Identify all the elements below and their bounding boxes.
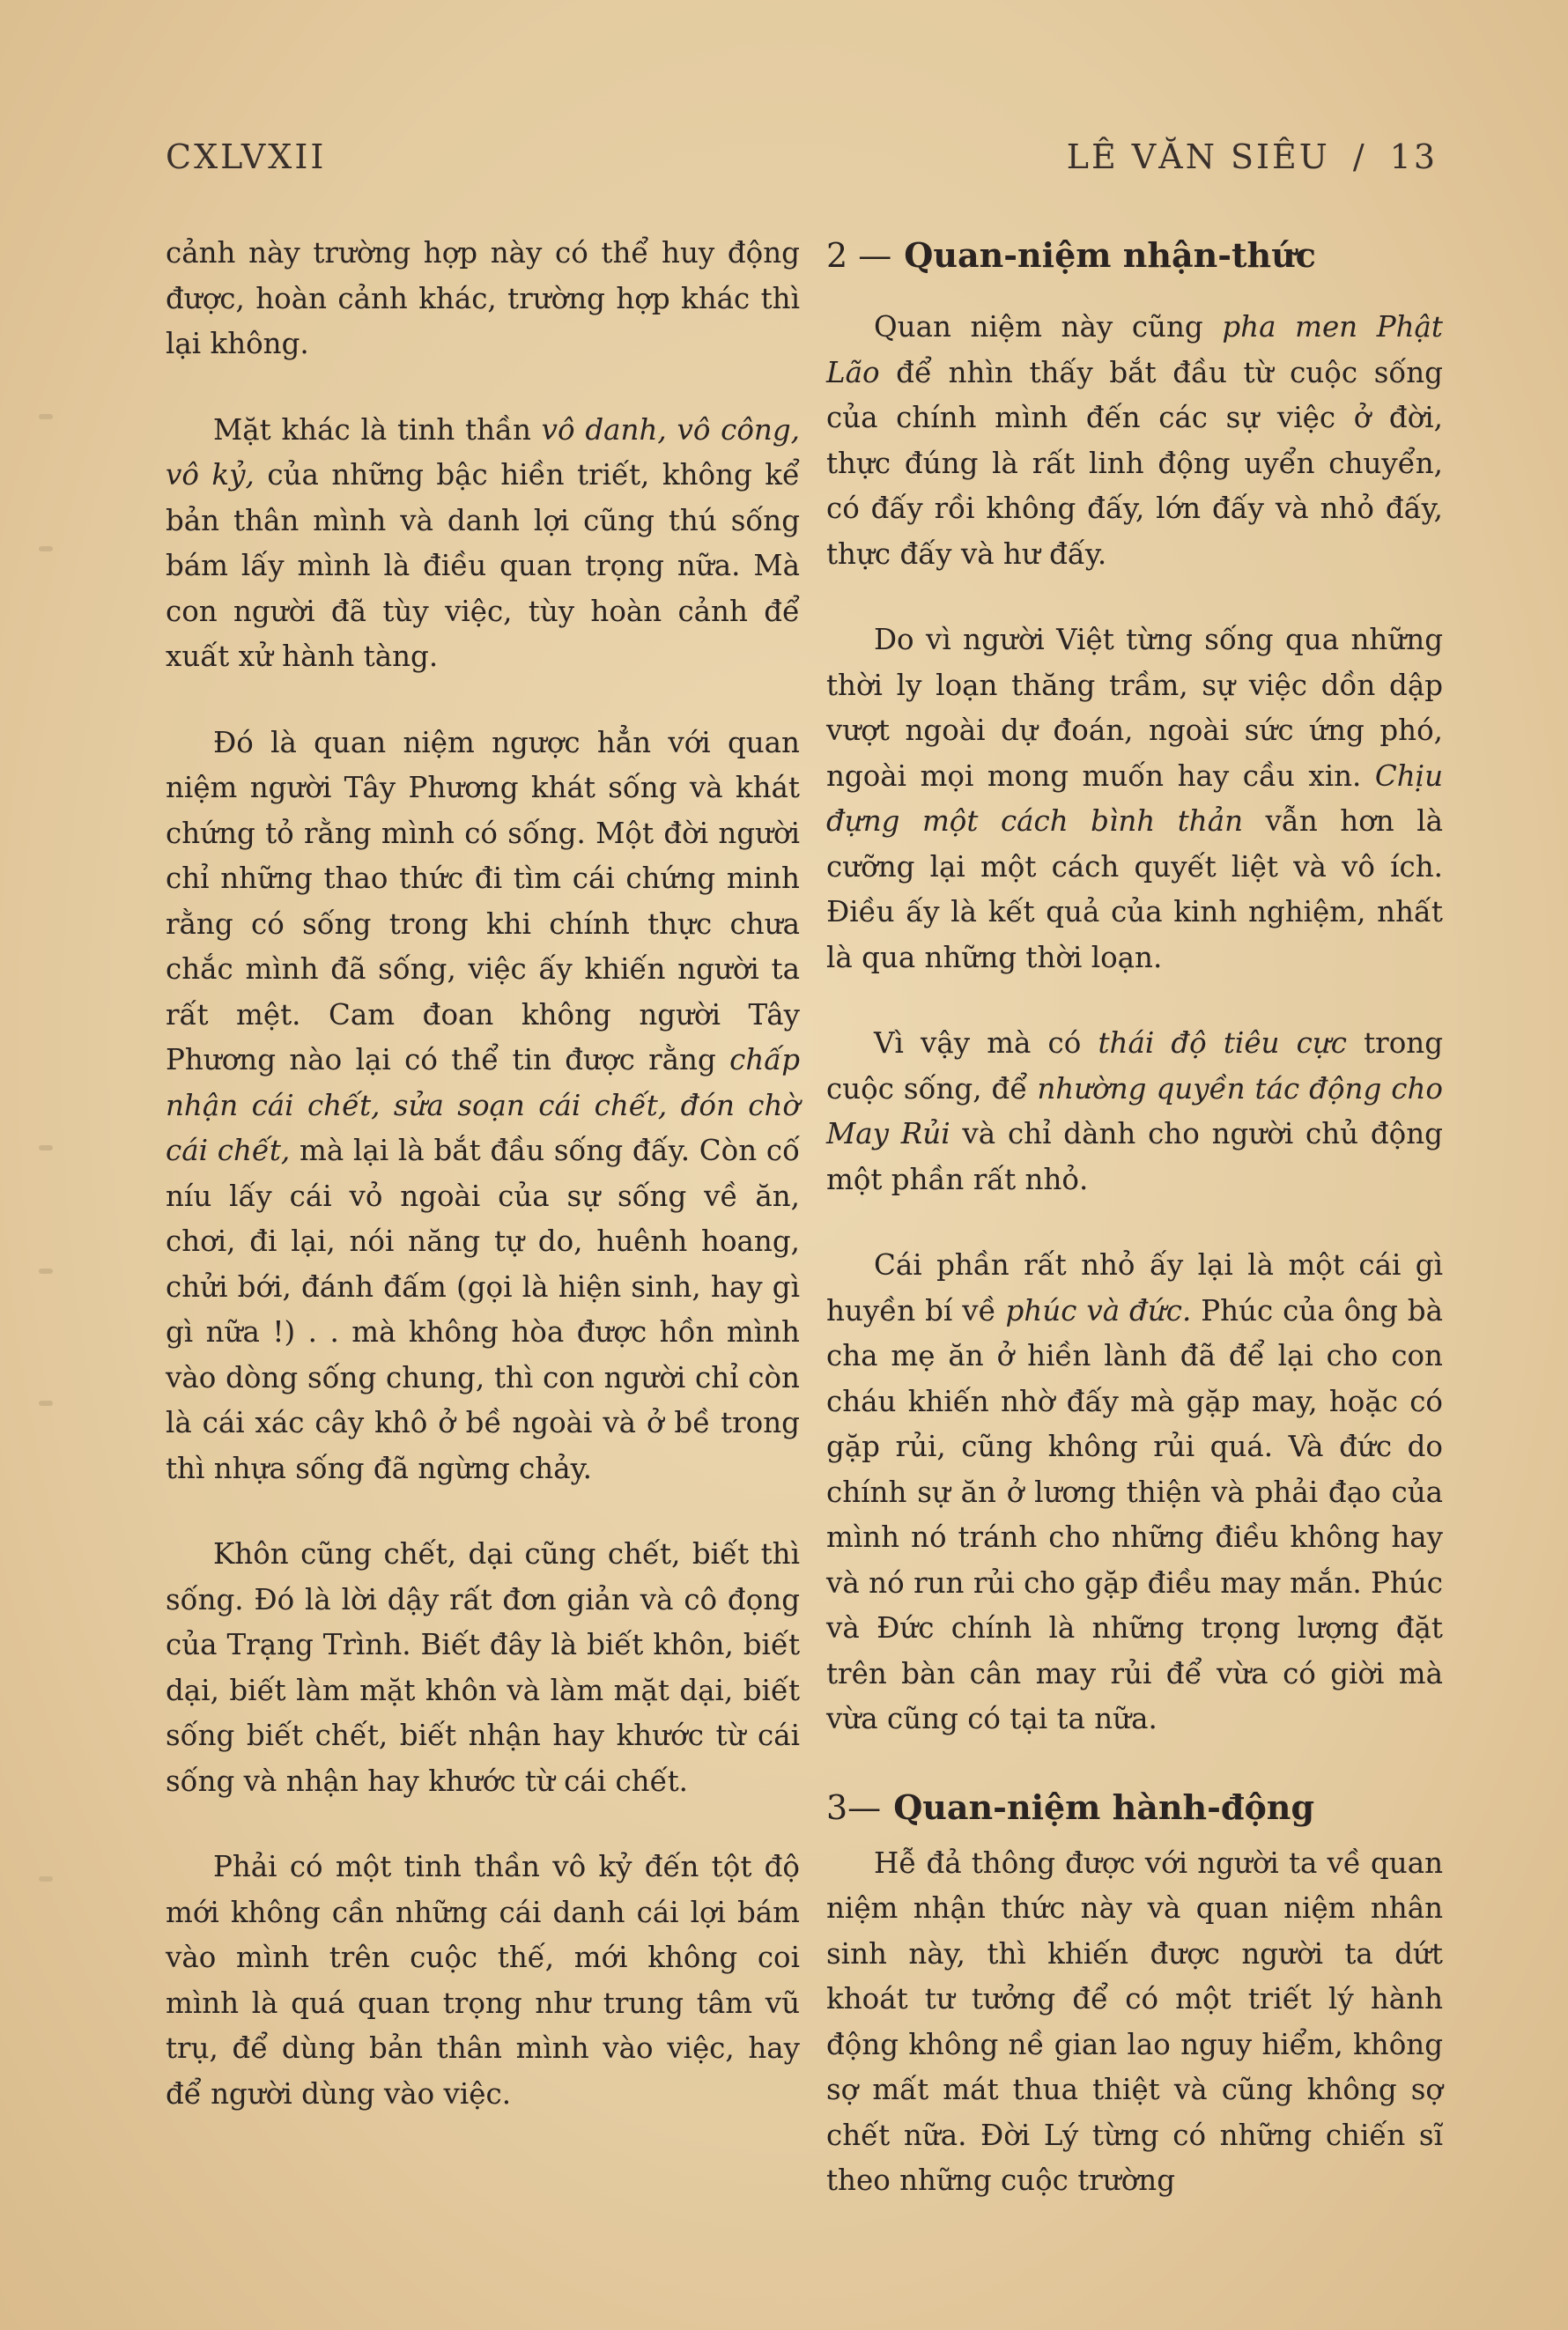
paragraph: Do vì người Việt từng sống qua những thời ly loạn thăng trầm, sự việc dồn dập vượt ngoài dự đoán, ngoài sức ứng phó, ngoài mọi mong muốn hay cầu xin. Chịu đựng một cách bình thản vẫn hơn là cưỡng lại một cách quyết liệt và vô ích. Điều ấy là kết quả của kinh nghiệm, nhất là qua những thời loạn.	[826, 623, 1443, 974]
author-name: LÊ VĂN SIÊU	[1066, 137, 1330, 176]
paragraph: Phải có một tinh thần vô kỷ đến tột độ mới không cần những cái danh cái lợi bám vào mình trên cuộc thế, mới không coi mình là quá quan trọng như trung tâm vũ trụ, để dùng bản thân mình vào việc, hay để người dùng vào việc.	[166, 1850, 800, 2111]
paragraph: Cái phần rất nhỏ ấy lại là một cái gì huyền bí về phúc và đức. Phúc của ông bà cha mẹ ăn ở hiền lành đã để lại cho con cháu khiến nhờ đấy mà gặp may, hoặc có gặp rủi, cũng không rủi quá. Và đức do chính sự ăn ở lương thiện và phải đạo của mình nó tránh cho những điều không hay và nó run rủi cho gặp điều may mắn. Phúc và Đức chính là những trọng lượng đặt trên bàn cân may rủi để vừa có giời mà vừa cũng có tại ta nữa.	[826, 1248, 1443, 1735]
section-heading: 3— Quan-niệm hành-động	[826, 1786, 1315, 1827]
paragraph: Quan niệm này cũng pha men Phật Lão để nhìn thấy bắt đầu từ cuộc sống của chính mình đến các sự việc ở đời, thực đúng là rất linh động uyển chuyển, có đấy rồi không đấy, lớn đấy và nhỏ đấy, thực đấy và hư đấy.	[826, 310, 1443, 571]
page-number: 13	[1389, 137, 1438, 176]
running-header	[166, 130, 1438, 183]
chapter-numeral: CXLVXII	[166, 137, 327, 176]
paragraph: Vì vậy mà có thái độ tiêu cực trong cuộc sống, để nhường quyền tác động cho May Rủi và chỉ dành cho người chủ động một phần rất nhỏ.	[826, 1026, 1444, 1196]
header-right	[1067, 137, 1438, 176]
section-heading: 2 — Quan-niệm nhận-thức	[826, 235, 1316, 275]
paragraph: cảnh này trường hợp này có thể huy động được, hoàn cảnh khác, trường hợp khác thì lại không.	[166, 236, 800, 360]
paragraph: Khôn cũng chết, dại cũng chết, biết thì sống. Đó là lời dậy rất đơn giản và cô đọng của Trạng Trình. Biết đây là biết khôn, biết dại, biết làm mặt khôn và làm mặt dại, biết sống biết chết, biết nhận hay khước từ cái sống và nhận hay khước từ cái chết.	[166, 1537, 800, 1798]
right-column	[826, 231, 1443, 2245]
paragraph: Mặt khác là tinh thần vô danh, vô công, vô kỷ, của những bậc hiền triết, không kể bản thân mình và danh lợi cũng thú sống bám lấy mình là điều quan trọng nữa. Mà con người đã tùy việc, tùy hoàn cảnh để xuất xử hành tàng.	[166, 412, 801, 673]
left-column	[166, 231, 800, 2157]
paragraph: Hễ đả thông được với người ta về quan niệm nhận thức này và quan niệm nhân sinh này, thì khiến được người ta dứt khoát tư tưởng để có một triết lý hành động không nề gian lao nguy hiểm, không sợ mất mát thua thiệt và cũng không sợ chết nữa. Đời Lý từng có những chiến sĩ theo những cuộc trường	[826, 1846, 1443, 2197]
paragraph: Đó là quan niệm ngược hẳn với quan niệm người Tây Phương khát sống và khát chứng tỏ rằng mình có sống. Một đời người chỉ những thao thức đi tìm cái chứng minh rằng có sống trong khi chính thực chưa chắc mình đã sống, việc ấy khiến người ta rất mệt. Cam đoan không người Tây Phương nào lại có thể tin được rằng chấp nhận cái chết, sửa soạn cái chết, đón chờ cái chết, mà lại là bắt đầu sống đấy. Còn cố níu lấy cái vỏ ngoài của sự sống về ăn, chơi, đi lại, nói năng tự do, huênh hoang, chửi bới, đánh đấm (gọi là hiện sinh, hay gì gì nữa !) . . mà không hòa được hồn mình vào dòng sống chung, thì con người chỉ còn là cái xác cây khô ở bề ngoài và ở bề trong thì nhựa sống đã ngừng chảy.	[166, 725, 801, 1485]
header-separator: /	[1352, 137, 1367, 176]
